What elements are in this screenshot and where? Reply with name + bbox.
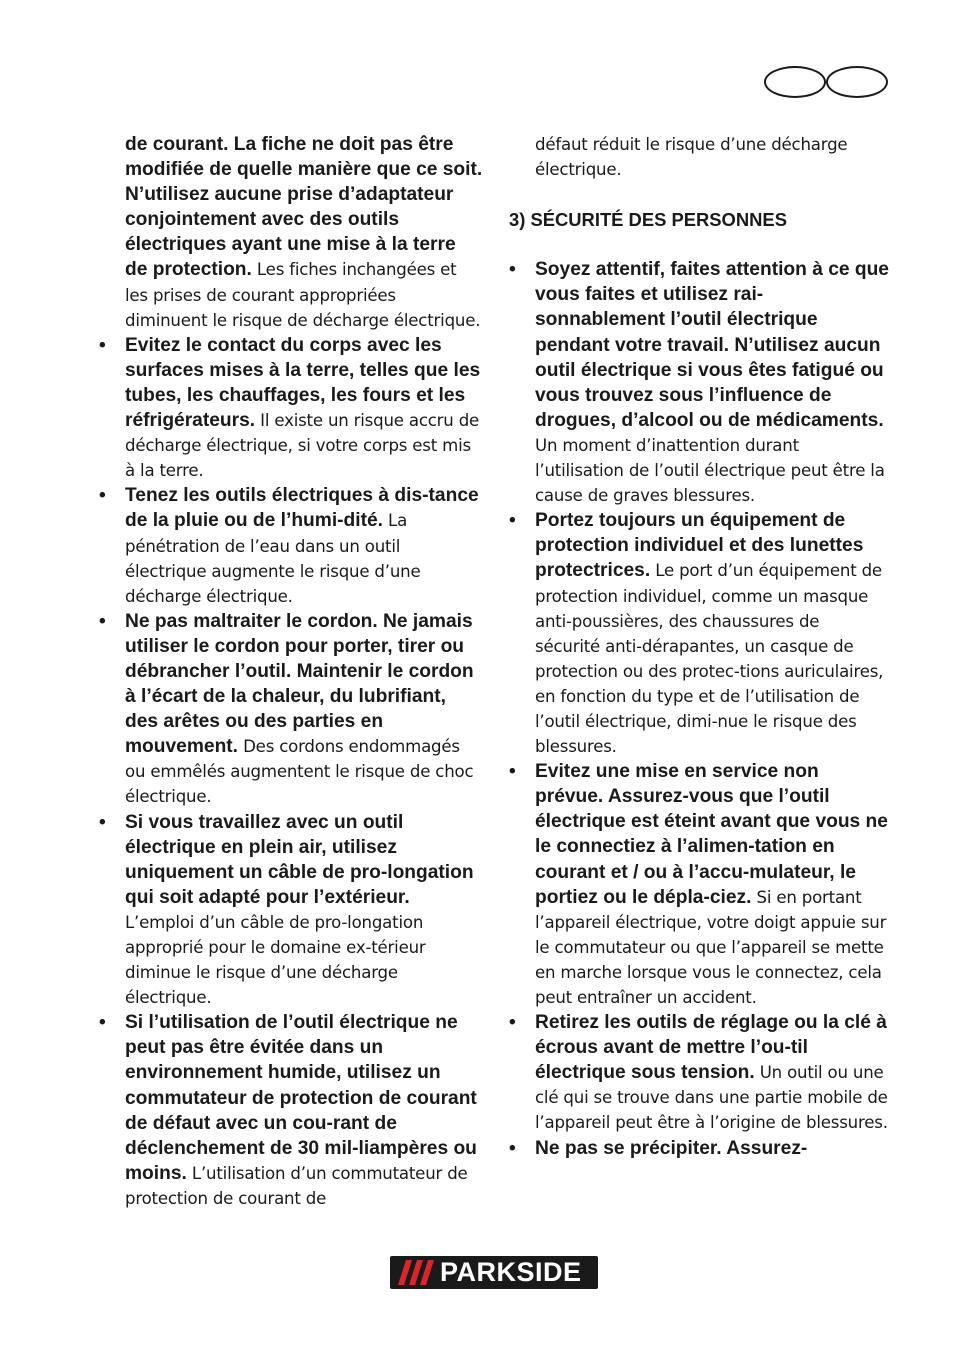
bullet-icon: •	[99, 485, 106, 507]
right-column	[509, 132, 889, 1161]
bullet-icon: •	[509, 510, 516, 532]
list-item	[99, 483, 483, 608]
language-badge-left	[764, 66, 826, 98]
spacer	[509, 232, 889, 257]
list-item	[509, 1136, 889, 1161]
item-bold: Retirez les outils de réglage ou la clé à écrous avant de mettre l’ou-til électrique sous tension.	[535, 1012, 887, 1084]
bullet-icon: •	[509, 1137, 516, 1159]
item-text: Un outil ou une clé qui se trouve dans une partie mobile de l’appareil peut être à l’origine de blessures.	[535, 1063, 888, 1133]
list-item	[99, 1010, 483, 1211]
item-bold: Evitez le contact du corps avec les surfaces mises à la terre, telles que les tubes, les chauffages, les fours et les réfrigérateurs.	[125, 334, 481, 432]
right-intro-text: défaut réduit le risque d’une décharge électrique.	[535, 135, 848, 180]
list-item	[99, 333, 483, 484]
item-bold: Evitez une mise en service non prévue. Assurez-vous que l’outil électrique est éteint avant que vous ne le connectiez à l’alimen-tation en courant et / ou à l’accu-mulateur, le portiez ou le dépla-ciez.	[535, 761, 888, 908]
bullet-icon: •	[99, 1012, 106, 1034]
item-text: L’utilisation d’un commutateur de protection de courant de	[125, 1163, 468, 1208]
item-text: Si en portant l’appareil électrique, votre doigt appuie sur le commutateur ou que l’appareil se mette en marche lorsque vous le connectez, cela peut entraîner un accident.	[535, 887, 887, 1007]
list-item	[509, 759, 889, 1010]
item-bold: Ne pas maltraiter le cordon. Ne jamais utiliser le cordon pour porter, tirer ou débrancher l’outil. Maintenir le cordon à l’écart de la chaleur, du lubrifiant, des arêtes ou des parties en mouvement.	[125, 610, 474, 758]
parkside-logo	[390, 1256, 598, 1289]
item-text: Le port d’un équipement de protection individuel, comme un masque anti-poussières, des chaussures de sécurité anti-dérapantes, un casque de protection ou des protec-tions auriculaires, en fonction du type et de l’utilisation de l’outil électrique, dimi-nue le risque des blessures.	[535, 561, 884, 757]
bullet-icon: •	[99, 334, 106, 356]
item-text: L’emploi d’un câble de pro-longation approprié pour le domaine ex-térieur diminue le risque d’une décharge électrique.	[125, 912, 426, 1008]
item-bold: Ne pas se précipiter. Assurez-	[535, 1137, 808, 1159]
list-item	[509, 257, 889, 508]
left-column	[99, 132, 483, 1211]
item-text: Il existe un risque accru de décharge électrique, si votre corps est mis à la terre.	[125, 411, 480, 481]
item-bold: Si l’utilisation de l’outil électrique ne peut pas être évitée dans un environnement humide, utilisez un commutateur de protection de courant de défaut avec un cou-rant de déclenchement de 30 mil-liampères ou moins.	[125, 1012, 477, 1184]
item-bold: Portez toujours un équipement de protection individuel et des lunettes protectrices.	[535, 510, 864, 582]
item-bold: Tenez les outils électriques à dis-tance de la pluie ou de l’humi-dité.	[125, 485, 479, 532]
logo-slashes-icon	[398, 1260, 438, 1285]
language-badge-right	[826, 66, 888, 98]
left-intro-bold: de courant. La fiche ne doit pas être modifiée de quelle manière que ce soit. N’utilisez aucune prise d’adaptateur conjointement avec des outils électriques ayant une mise à la terre de protection.	[125, 134, 483, 281]
bullet-icon: •	[509, 259, 516, 281]
bullet-icon: •	[509, 1012, 516, 1034]
list-item	[99, 810, 483, 1011]
item-bold: Si vous travaillez avec un outil électrique en plein air, utilisez uniquement un câble de pro-longation qui soit adapté pour l’extérieur.	[125, 811, 474, 908]
right-intro-paragraph	[509, 132, 889, 182]
section-heading: 3) SÉCURITÉ DES PERSONNES	[509, 209, 787, 231]
item-text: Des cordons endommagés ou emmêlés augmentent le risque de choc électrique.	[125, 737, 474, 807]
item-text: La pénétration de l’eau dans un outil électrique augmente le risque d’une décharge électrique.	[125, 511, 421, 606]
left-intro-paragraph	[99, 132, 483, 333]
logo-text: PARKSIDE	[440, 1257, 582, 1287]
list-item	[99, 609, 483, 810]
item-text: Un moment d’inattention durant l’utilisation de l’outil électrique peut être la cause de graves blessures.	[535, 435, 885, 506]
language-badges	[764, 66, 890, 100]
list-item	[509, 1010, 889, 1135]
bullet-icon: •	[99, 811, 106, 833]
bullet-icon: •	[99, 610, 106, 632]
left-intro-text: Les fiches inchangées et les prises de courant appropriées diminuent le risque de décharge électrique.	[125, 260, 481, 330]
spacer	[509, 182, 889, 207]
bullet-icon: •	[509, 761, 516, 783]
item-bold: Soyez attentif, faites attention à ce que vous faites et utilisez rai-sonnablement l’outil électrique pendant votre travail. N’utilisez aucun outil électrique si vous êtes fatigué ou vous trouvez sous l’influence de drogues, d’alcool ou de médicaments.	[535, 259, 889, 431]
list-item	[509, 508, 889, 759]
